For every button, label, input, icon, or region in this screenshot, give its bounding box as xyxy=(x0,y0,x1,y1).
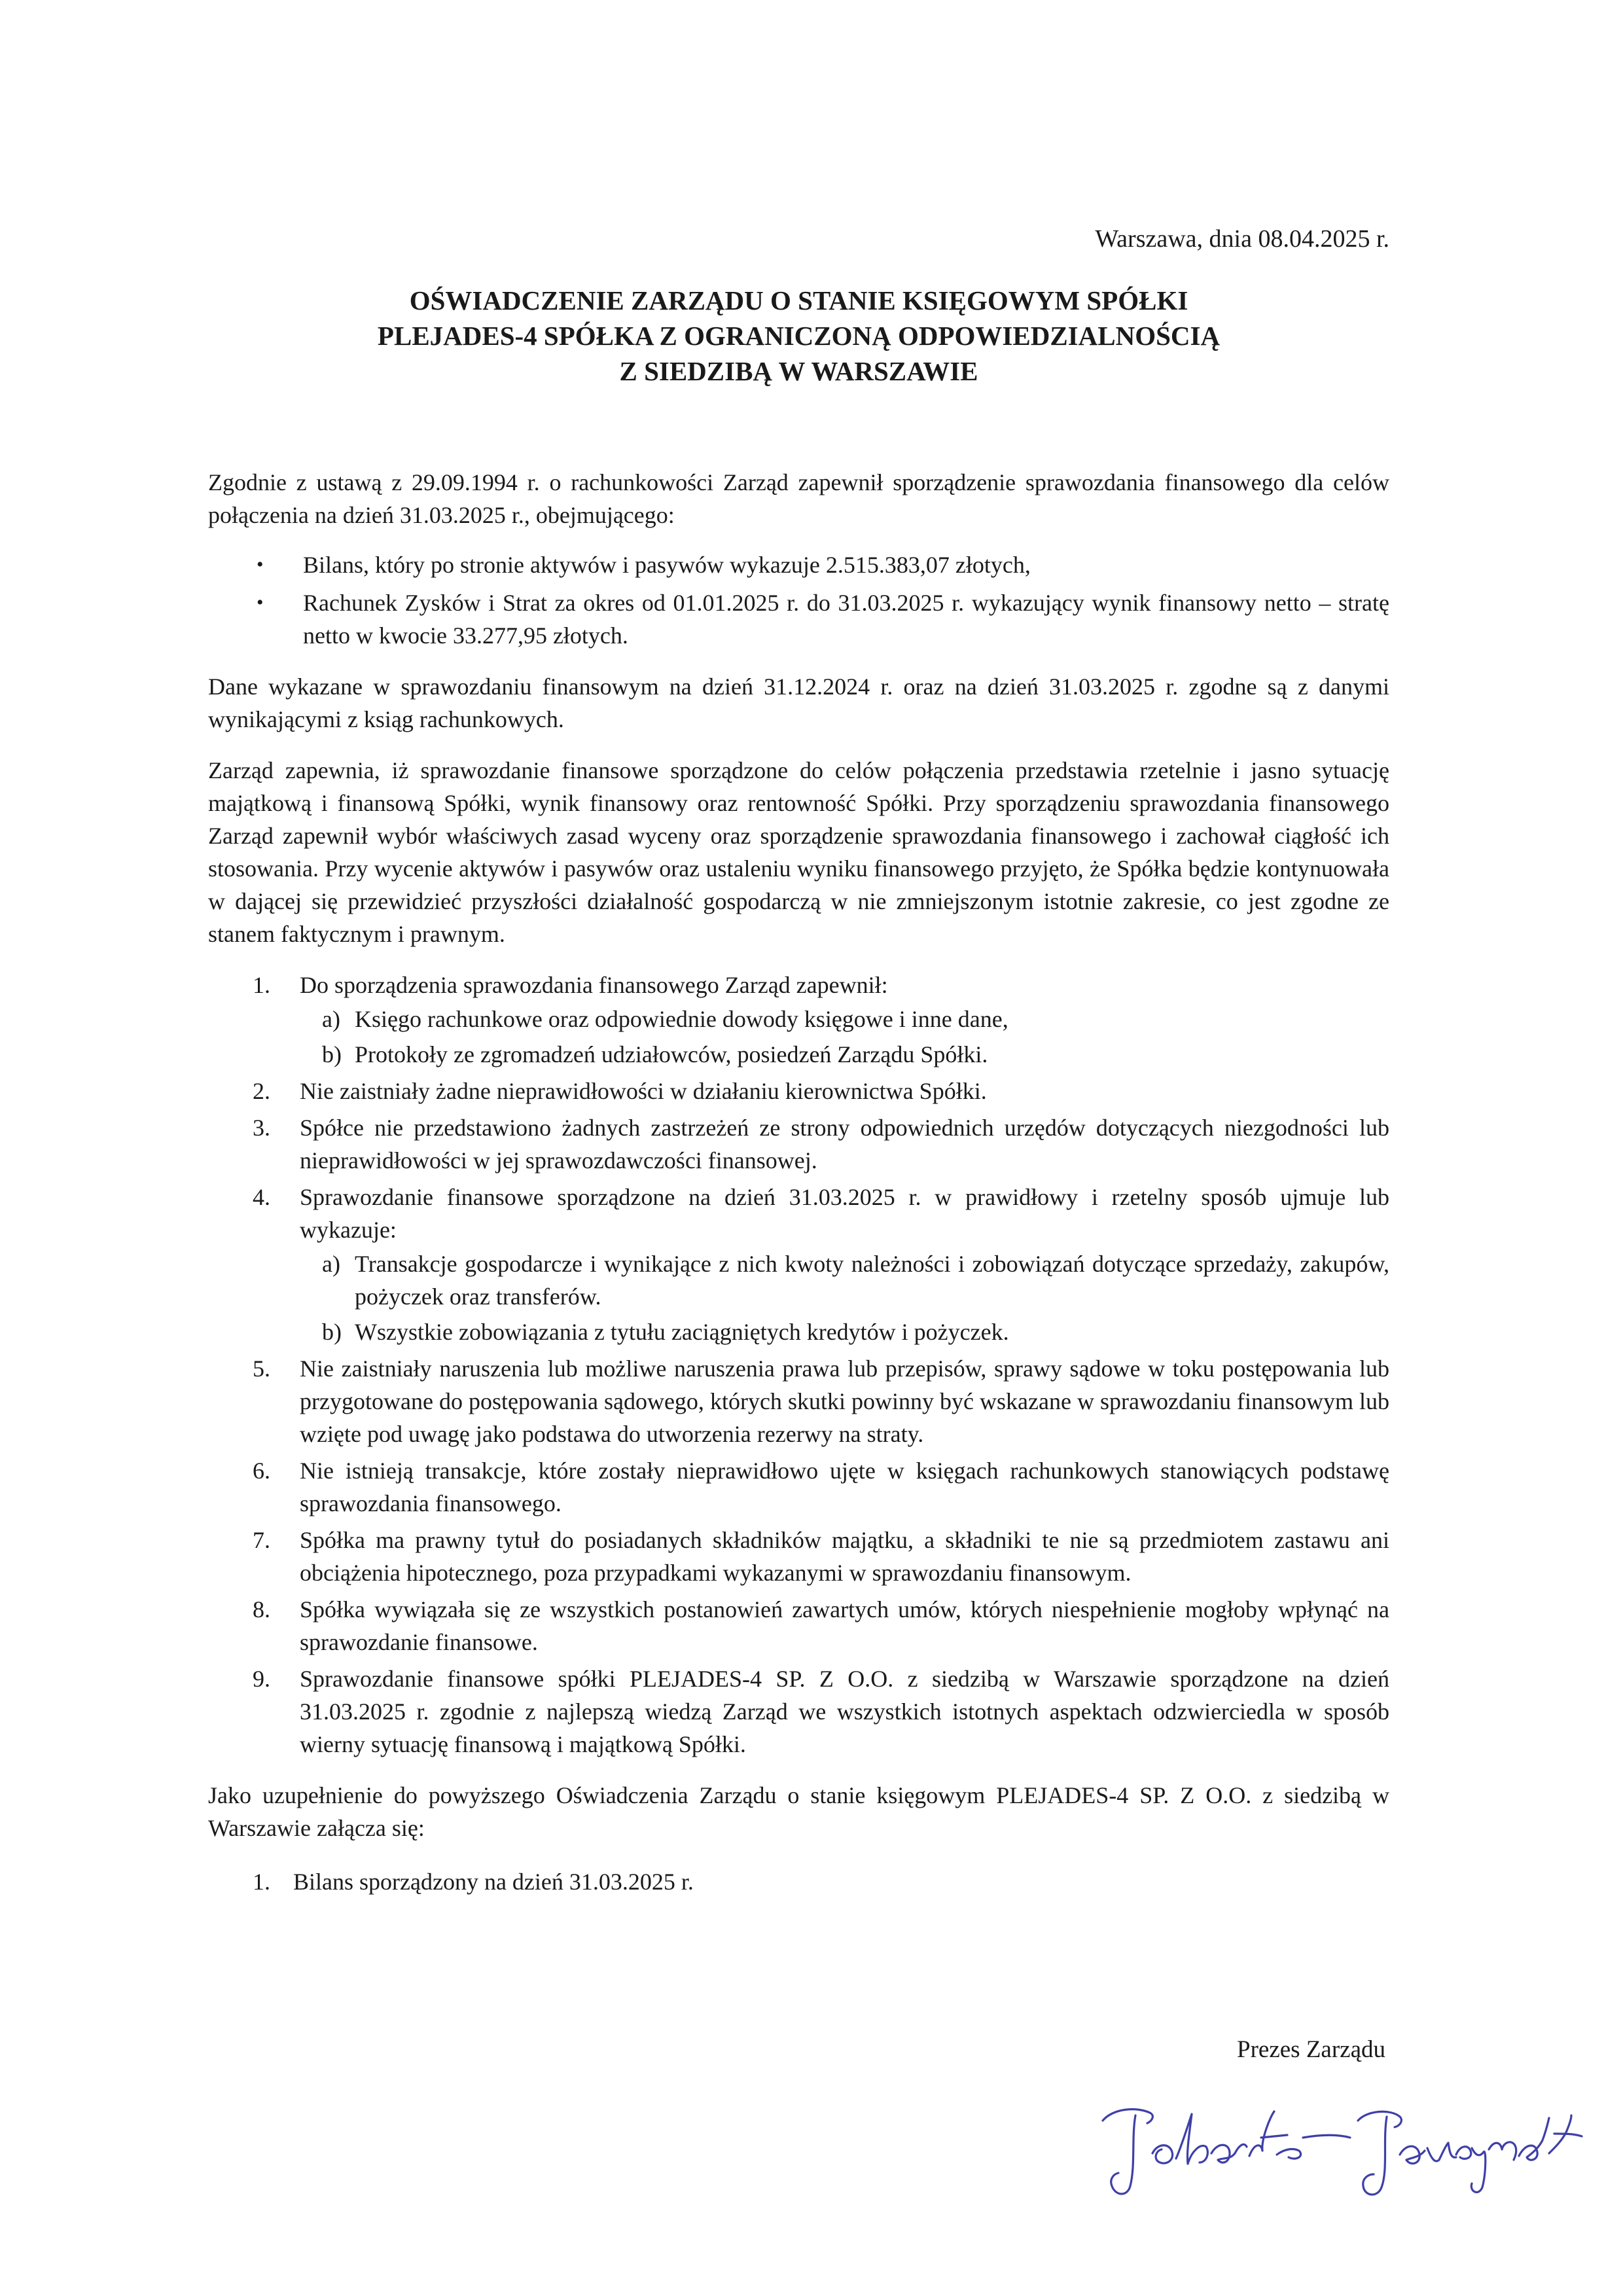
item-number: 3. xyxy=(253,1115,270,1141)
list-item xyxy=(208,1662,1389,1761)
title-line-3: Z SIEDZIBĄ W WARSZAWIE xyxy=(619,356,978,386)
assurance-paragraph: Zarząd zapewnia, iż sprawozdanie finansowe sporządzone do celów połączenia przedstawia rzetelnie i jasno sytuację majątkową i finansową Spółki, wynik finansowy oraz rentowność Spółki. Przy sporządzeniu sprawozdania finansowego Zarząd zapewnił wybór właściwych zasad wyceny oraz sporządzenie sprawozdania finansowego i zachował ciągłość ich stosowania. Przy wycenie aktywów i pasywów oraz ustaleniu wyniku finansowego przyjęto, że Spółka będzie kontynuowała w dającej się przewidzieć przyszłości działalność gospodarczą w nie zmniejszonym istotnie zakresie, co jest zgodne ze stanem faktycznym i prawnym. xyxy=(208,757,1389,947)
item-text: Nie zaistniały żadne nieprawidłowości w działaniu kierownictwa Spółki. xyxy=(300,1078,987,1104)
list-item xyxy=(208,1524,1389,1589)
sub-item-text: Protokoły ze zgromadzeń udziałowców, posiedzeń Zarządu Spółki. xyxy=(355,1041,988,1067)
sub-item xyxy=(300,1003,1389,1035)
sub-item xyxy=(300,1316,1389,1348)
sub-list xyxy=(300,1247,1389,1348)
list-item xyxy=(208,1454,1389,1520)
sub-item-letter: b) xyxy=(322,1319,342,1345)
list-item xyxy=(208,1075,1389,1107)
attachment-number: 1. xyxy=(253,1869,270,1895)
attachment-text: Bilans sporządzony na dzień 31.03.2025 r. xyxy=(293,1869,694,1895)
list-item xyxy=(208,1111,1389,1177)
sub-item xyxy=(300,1038,1389,1071)
list-item xyxy=(208,1352,1389,1450)
item-text: Do sporządzenia sprawozdania finansowego Zarząd zapewnił: xyxy=(300,972,888,998)
bullet-icon: • xyxy=(257,554,264,575)
title-line-1: OŚWIADCZENIE ZARZĄDU O STANIE KSIĘGOWYM SPÓŁKI xyxy=(409,285,1188,315)
list-item xyxy=(208,969,1389,1071)
sub-item-text: Wszystkie zobowiązania z tytułu zaciągniętych kredytów i pożyczek. xyxy=(355,1319,1009,1345)
sub-item xyxy=(300,1247,1389,1313)
sub-item-text: Transakcje gospodarcze i wynikające z nich kwoty należności i zobowiązań dotyczące sprzedaży, zakupów, pożyczek oraz transferów. xyxy=(355,1251,1389,1310)
document-title xyxy=(208,283,1389,389)
attachment-list xyxy=(208,1865,1389,1898)
item-number: 7. xyxy=(253,1527,270,1553)
bullet-text: Rachunek Zysków i Strat za okres od 01.01.2025 r. do 31.03.2025 r. wykazujący wynik finansowy netto – stratę netto w kwocie 33.277,95 złotych. xyxy=(303,590,1389,649)
bullet-item xyxy=(208,586,1389,652)
item-number: 2. xyxy=(253,1078,270,1104)
data-consistency-paragraph: Dane wykazane w sprawozdaniu finansowym na dzień 31.12.2024 r. oraz na dzień 31.03.2025 r. zgodne są z danymi wynikającymi z ksiąg rachunkowych. xyxy=(208,673,1389,732)
item-text: Nie istnieją transakcje, które zostały nieprawidłowo ujęte w księgach rachunkowych stanowiących podstawę sprawozdania finansowego. xyxy=(300,1458,1389,1516)
item-number: 8. xyxy=(253,1596,270,1623)
attachment-item xyxy=(208,1865,1389,1898)
item-text: Spółce nie przedstawiono żadnych zastrzeżeń ze strony odpowiednich urzędów dotyczących niezgodności lub nieprawidłowości w jej sprawozdawczości finansowej. xyxy=(300,1115,1389,1174)
bullet-icon: • xyxy=(257,592,264,613)
item-text: Sprawozdanie finansowe sporządzone na dzień 31.03.2025 r. w prawidłowy i rzetelny sposób ujmuje lub wykazuje: xyxy=(300,1184,1389,1243)
numbered-list xyxy=(208,969,1389,1761)
item-number: 1. xyxy=(253,972,270,998)
handwritten-signature xyxy=(1090,2075,1600,2206)
date-line: Warszawa, dnia 08.04.2025 r. xyxy=(1095,225,1389,253)
list-item xyxy=(208,1181,1389,1348)
bullet-list xyxy=(208,548,1389,652)
title-line-2: PLEJADES-4 SPÓŁKA Z OGRANICZONĄ ODPOWIEDZIALNOŚCIĄ xyxy=(377,321,1221,351)
item-number: 9. xyxy=(253,1666,270,1692)
item-text: Nie zaistniały naruszenia lub możliwe naruszenia prawa lub przepisów, sprawy sądowe w toku postępowania lub przygotowane do postępowania sądowego, których skutki powinny być wskazane w sprawozdaniu finansowym lub wzięte pod uwagę jako podstawa do utworzenia rezerwy na straty. xyxy=(300,1355,1389,1447)
sub-list xyxy=(300,1003,1389,1071)
bullet-item xyxy=(208,548,1389,581)
item-number: 5. xyxy=(253,1355,270,1382)
item-text: Spółka ma prawny tytuł do posiadanych składników majątku, a składniki te nie są przedmiotem zastawu ani obciążenia hipotecznego, poza przypadkami wykazanymi w sprawozdaniu finansowym. xyxy=(300,1527,1389,1586)
item-number: 6. xyxy=(253,1458,270,1484)
sub-item-letter: b) xyxy=(322,1041,342,1067)
document-body xyxy=(208,223,1389,1898)
list-item xyxy=(208,1593,1389,1659)
sub-item-letter: a) xyxy=(322,1251,340,1277)
sub-item-letter: a) xyxy=(322,1006,340,1032)
item-text: Spółka wywiązała się ze wszystkich postanowień zawartych umów, których niespełnienie mogłoby wpłynąć na sprawozdanie finansowe. xyxy=(300,1596,1389,1655)
item-number: 4. xyxy=(253,1184,270,1210)
supplement-paragraph: Jako uzupełnienie do powyższego Oświadczenia Zarządu o stanie księgowym PLEJADES-4 SP. Z O.O. z siedzibą w Warszawie załącza się: xyxy=(208,1782,1389,1841)
signatory-role: Prezes Zarządu xyxy=(1237,2036,1386,2063)
sub-item-text: Księgo rachunkowe oraz odpowiednie dowody księgowe i inne dane, xyxy=(355,1006,1008,1032)
intro-paragraph: Zgodnie z ustawą z 29.09.1994 r. o rachunkowości Zarząd zapewnił sporządzenie sprawozdania finansowego dla celów połączenia na dzień 31.03.2025 r., obejmującego: xyxy=(208,469,1389,528)
item-text: Sprawozdanie finansowe spółki PLEJADES-4 SP. Z O.O. z siedzibą w Warszawie sporządzone na dzień 31.03.2025 r. zgodnie z najlepszą wiedzą Zarząd we wszystkich istotnych aspektach odzwierciedla w sposób wierny sytuację finansową i majątkową Spółki. xyxy=(300,1666,1389,1757)
bullet-text: Bilans, który po stronie aktywów i pasywów wykazuje 2.515.383,07 złotych, xyxy=(303,552,1031,578)
